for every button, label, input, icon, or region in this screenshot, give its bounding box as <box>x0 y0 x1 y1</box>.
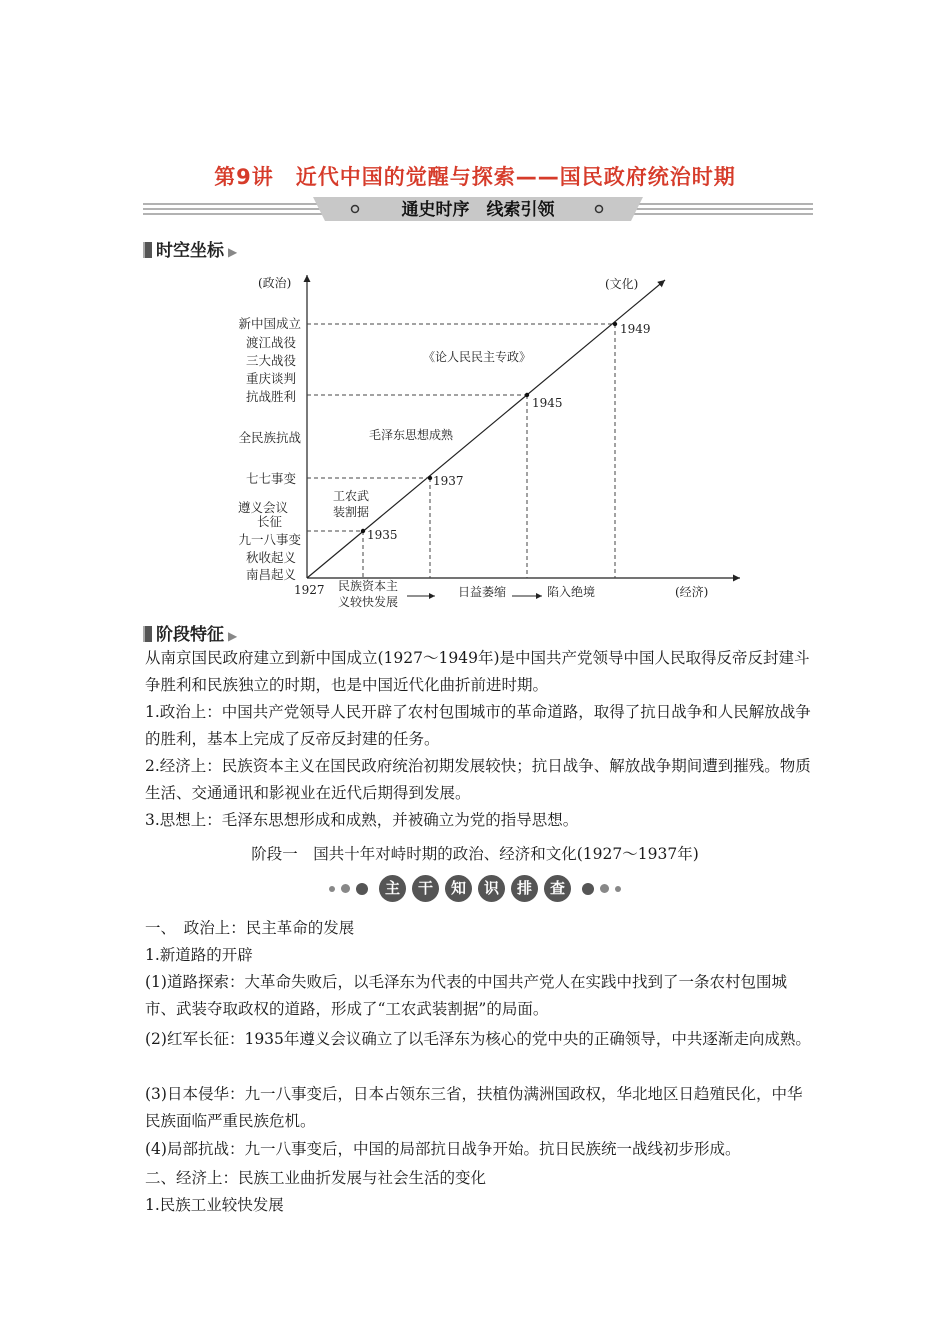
feature-point: 1.政治上：中国共产党领导人民开辟了农村包围城市的革命道路，取得了抗日战争和人民解放战争的胜利，基本上完成了反帝反封建的任务。 <box>145 703 811 748</box>
year-label: 1935 <box>367 528 398 542</box>
section-banner <box>143 196 813 222</box>
banner-char: 知 <box>445 875 472 902</box>
year-label: 1949 <box>620 322 651 336</box>
paragraph-long-march: (2)红军长征：1935年遵义会议确立了以毛泽东为核心的党中央的正确领导，中共逐渐走向成熟。 <box>145 1030 811 1048</box>
feature-point: 2.经济上：民族资本主义在国民政府统治初期发展较快；抗日战争、解放战争期间遭到摧残。物质生活、交通通讯和影视业在近代后期得到发展。 <box>145 757 811 802</box>
culture-item: 装割据 <box>333 505 370 519</box>
politics-event: 长征 <box>256 514 282 529</box>
x-axis-label: (经济) <box>675 585 709 599</box>
politics-event: 秋收起义 <box>245 550 296 565</box>
banner-char: 识 <box>478 875 505 902</box>
feature-point: 3.思想上：毛泽东思想形成和成熟，并被确立为党的指导思想。 <box>145 811 579 829</box>
diagonal-line <box>307 280 665 578</box>
heading-arrow-icon: ▶ <box>228 245 238 259</box>
dot-icon <box>341 884 350 893</box>
main-knowledge-banner <box>0 875 950 902</box>
paragraph-road: (1)道路探索：大革命失败后，以毛泽东为代表的中国共产党人在实践中找到了一条农村包围城市、武装夺取政权的道路，形成了“工农武装割据”的局面。 <box>145 973 787 1018</box>
section-heading-stage: 阶段特征 ▶ <box>143 620 237 645</box>
politics-event: 七七事变 <box>245 471 296 486</box>
year-label: 1937 <box>433 474 464 488</box>
politics-event: 遵义会议 <box>237 500 288 515</box>
subheading-industry: 1.民族工业较快发展 <box>145 1196 284 1214</box>
diag-axis-label: (文化) <box>605 277 639 291</box>
politics-event: 全民族抗战 <box>238 430 301 445</box>
point-1949 <box>613 322 617 326</box>
banner-char: 主 <box>379 875 406 902</box>
economy-item: 义较快发展 <box>338 595 399 609</box>
politics-event: 南昌起义 <box>245 567 296 582</box>
dot-icon <box>600 884 609 893</box>
banner-char: 排 <box>511 875 538 902</box>
point-1935 <box>361 529 365 533</box>
intro-paragraph: 从南京国民政府建立到新中国成立(1927～1949年)是中国共产党领导中国人民取得反帝反封建斗争胜利和民族独立的时期，也是中国近代化曲折前进时期。 <box>145 649 810 694</box>
politics-event: 九一八事变 <box>238 532 301 547</box>
banner-char: 查 <box>544 875 571 902</box>
heading-politics: 一、 政治上：民主革命的发展 <box>145 919 355 937</box>
heading-economy: 二、经济上：民族工业曲折发展与社会生活的变化 <box>145 1169 487 1187</box>
heading-bar-icon <box>143 626 152 642</box>
stage-one-heading: 阶段一 国共十年对峙时期的政治、经济和文化(1927～1937年) <box>251 845 699 863</box>
economy-item: 陷入绝境 <box>547 585 596 599</box>
timeline-diagram <box>230 265 750 610</box>
politics-event: 新中国成立 <box>238 316 301 331</box>
point-1937 <box>428 476 432 480</box>
point-1945 <box>525 393 529 397</box>
lesson-title: 第9讲 近代中国的觉醒与探索——国民政府统治时期 <box>214 165 736 189</box>
banner-char: 干 <box>412 875 439 902</box>
year-label: 1945 <box>532 396 563 410</box>
banner-text: 通史时序 线索引领 <box>401 200 555 220</box>
y-axis-label: (政治) <box>258 276 292 290</box>
dot-icon <box>582 883 594 895</box>
politics-event: 三大战役 <box>245 353 296 368</box>
heading-arrow-icon: ▶ <box>228 629 238 643</box>
paragraph-resistance: (4)局部抗战：九一八事变后，中国的局部抗日战争开始。抗日民族统一战线初步形成。 <box>145 1140 741 1158</box>
politics-event: 重庆谈判 <box>245 371 296 386</box>
culture-item: 毛泽东思想成熟 <box>369 428 454 442</box>
culture-item: 工农武 <box>333 489 370 503</box>
subheading-new-road: 1.新道路的开辟 <box>145 946 253 964</box>
dot-icon <box>615 886 621 892</box>
economy-item: 民族资本主 <box>338 579 399 593</box>
politics-event: 抗战胜利 <box>245 389 296 404</box>
culture-item: 《论人民民主专政》 <box>423 350 532 364</box>
dot-icon <box>329 886 335 892</box>
stage-features <box>145 645 815 834</box>
paragraph-invasion: (3)日本侵华：九一八事变后，日本占领东三省，扶植伪满洲国政权，华北地区日趋殖民化，中华民族面临严重民族危机。 <box>145 1085 803 1130</box>
section-heading-spacetime: 时空坐标 ▶ <box>143 236 237 261</box>
heading-bar-icon <box>143 242 152 258</box>
year-label: 1927 <box>294 583 325 597</box>
politics-event: 渡江战役 <box>245 335 296 350</box>
dot-icon <box>356 883 368 895</box>
economy-item: 日益萎缩 <box>458 585 507 599</box>
